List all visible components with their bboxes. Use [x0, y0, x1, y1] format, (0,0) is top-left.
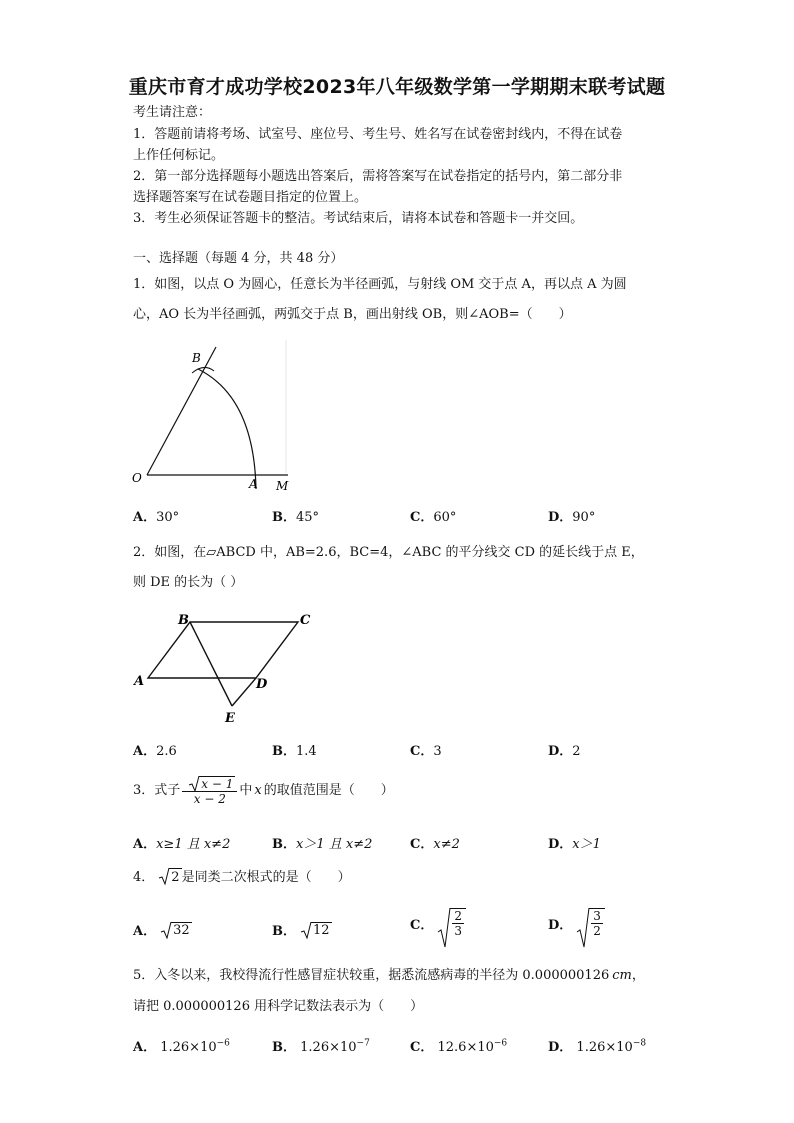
label-o: O	[132, 471, 142, 485]
q1-stem-line-1: 1．如图，以点 O 为圆心，任意长为半径画弧，与射线 OM 交于点 A，再以点 A 为圆	[133, 277, 627, 292]
notice-item-1-line-2: 上作任何标记。	[133, 148, 225, 163]
q2-option-a[interactable]: A．2.6	[133, 744, 177, 759]
q3-option-d[interactable]: D．x＞1	[548, 837, 601, 852]
q1-option-b[interactable]: B．45°	[272, 510, 320, 525]
q5-option-d[interactable]: D． $1.26\times 10^{-8}$	[548, 1038, 647, 1055]
q1-option-c[interactable]: C．60°	[410, 510, 457, 525]
q3-var: x	[254, 783, 262, 798]
bisector-be	[190, 622, 232, 706]
q4-stem: 4． 2 是同类二次根式的是（ ）	[133, 869, 351, 885]
q3-option-b[interactable]: B．x＞1 且 x≠2	[272, 837, 373, 852]
q4-option-a[interactable]: A． 32	[133, 922, 190, 939]
q4-option-c[interactable]: C． $\frac{2}{3}$	[410, 908, 466, 938]
label-c: C	[300, 613, 311, 628]
q4-sqrt: 2	[158, 868, 181, 887]
page-title: 重庆市育才成功学校2023年八年级数学第一学期期末联考试题	[128, 76, 666, 98]
construction-arc	[198, 369, 256, 489]
q1-option-a[interactable]: A．30°	[133, 510, 180, 525]
label-b: B	[192, 351, 201, 365]
q4-option-d[interactable]: D． $\frac{3}{2}$	[548, 908, 605, 938]
ray-ob	[147, 347, 216, 475]
q3-denominator: x − 2	[193, 792, 226, 806]
q3-sqrt: x − 1	[188, 776, 235, 791]
q5-option-b[interactable]: B． $1.26\times 10^{-7}$	[272, 1038, 370, 1055]
q1-stem-line-2: 心，AO 长为半径画弧，两弧交于点 B，画出射线 OB，则∠AOB=（ ）	[133, 307, 572, 322]
notice-heading: 考生请注意：	[133, 105, 212, 120]
q2-option-d[interactable]: D．2	[548, 744, 581, 759]
label-a: A	[249, 477, 258, 491]
q2-option-c[interactable]: C．3	[410, 744, 442, 759]
q3-stem	[133, 776, 394, 806]
extension-de	[232, 678, 256, 706]
notice-item-2-line-2: 选择题答案写在试卷题目指定的位置上。	[133, 190, 368, 205]
q3-suffix: 的取值范围是（ ）	[263, 783, 394, 798]
q3-mid: 中	[239, 783, 253, 798]
section-heading: 一、选择题（每题 4 分，共 48 分）	[133, 251, 344, 266]
q2-stem-line-2: 则 DE 的长为（ ）	[133, 575, 244, 590]
label-b: B	[178, 613, 189, 628]
q1-figure	[130, 335, 300, 495]
label-e: E	[225, 711, 235, 726]
parallelogram-abcd	[148, 622, 298, 678]
q5-stem-line-2: 请把 0.000000126 用科学记数法表示为（ ）	[133, 999, 424, 1014]
q3-fraction	[182, 776, 237, 806]
notice-item-1-line-1: 1．答题前请将考场、试室号、座位号、考生号、姓名写在试卷密封线内，不得在试卷	[133, 127, 623, 142]
q5-stem-line-1: 5．入冬以来，我校得流行性感冒症状较重，据悉流感病毒的半径为 0.000000126 cm，	[133, 968, 645, 983]
notice-item-3: 3．考生必须保证答题卡的整洁。考试结束后，请将本试卷和答题卡一并交回。	[133, 211, 584, 226]
q4-option-b[interactable]: B． 12	[272, 922, 330, 939]
q3-option-c[interactable]: C．x≠2	[410, 837, 460, 852]
notice-item-2-line-1: 2．第一部分选择题每小题选出答案后，需将答案写在试卷指定的括号内，第二部分非	[133, 169, 623, 184]
q2-option-b[interactable]: B．1.4	[272, 744, 317, 759]
q3-numerator	[182, 776, 237, 792]
q2-figure	[130, 610, 320, 730]
q1-option-d[interactable]: D．90°	[548, 510, 596, 525]
q5-option-c[interactable]: C． $12.6\times 10^{-6}$	[410, 1038, 508, 1055]
label-m: M	[276, 479, 289, 493]
label-a: A	[134, 674, 145, 689]
q3-prefix: 3．式子	[133, 783, 181, 798]
q3-option-a[interactable]: A．x≥1 且 x≠2	[133, 837, 231, 852]
q2-stem-line-1: 2．如图，在▱ABCD 中，AB=2.6，BC=4，∠ABC 的平分线交 CD 的延长线于点 E，	[133, 545, 644, 560]
label-d: D	[256, 677, 268, 692]
q5-option-a[interactable]: A． $1.26\times 10^{-6}$	[133, 1038, 230, 1055]
